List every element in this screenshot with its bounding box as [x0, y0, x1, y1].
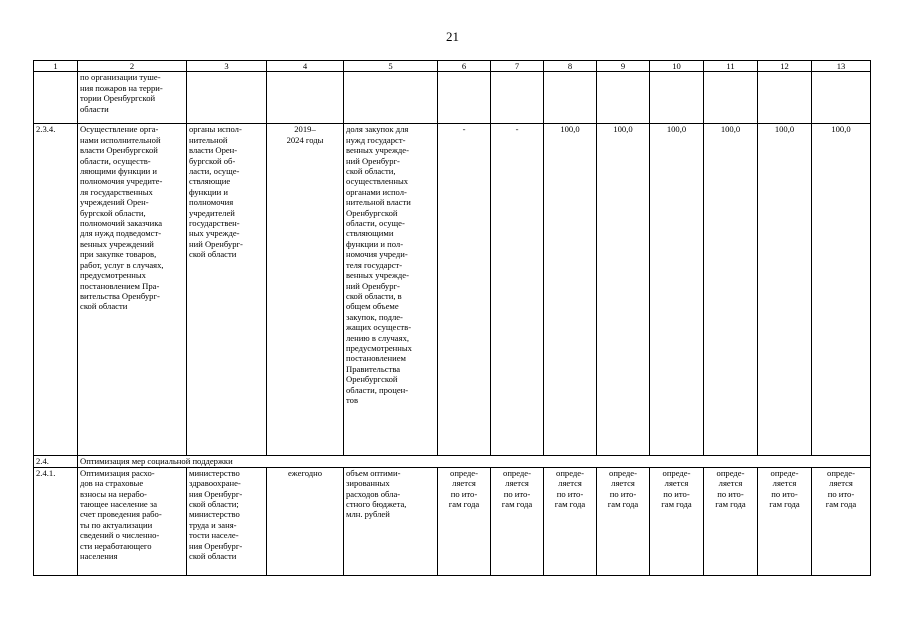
cell-value: [597, 467, 650, 575]
cell-num: 2.4.: [34, 456, 78, 467]
page-number: 21: [446, 29, 459, 44]
cell-value: -: [438, 124, 491, 456]
cell-value: [544, 467, 597, 575]
cell-value: [650, 467, 704, 575]
cell-value: [758, 467, 812, 575]
cell-indicator: [344, 72, 438, 124]
cell-value: [491, 467, 544, 575]
column-number: 3: [187, 61, 267, 72]
cell-value: [812, 467, 871, 575]
section-title: Оптимизация мер социальной поддержки: [78, 456, 871, 467]
column-number: 7: [491, 61, 544, 72]
column-number: 11: [704, 61, 758, 72]
column-number: 10: [650, 61, 704, 72]
cell-value: [491, 72, 544, 124]
table-row-2-4: [34, 456, 871, 467]
value-text: опреде- ляется по ито- гам года: [501, 467, 533, 510]
value-text: опреде- ляется по ито- гам года: [769, 467, 800, 510]
cell-value: 100,0: [650, 124, 704, 456]
cell-value: 100,0: [704, 124, 758, 456]
cell-responsible: [187, 467, 267, 575]
cell-num: 2.3.4.: [34, 124, 78, 456]
value-text: опреде- ляется по ито- гам года: [825, 467, 857, 510]
cell-value: 100,0: [597, 124, 650, 456]
cell-responsible: [187, 124, 267, 456]
cell-num: 2.4.1.: [34, 467, 78, 575]
cell-indicator: [344, 467, 438, 575]
cell-value: [544, 72, 597, 124]
period-text: 2019– 2024 годы: [286, 124, 324, 145]
column-number: 6: [438, 61, 491, 72]
column-number: 12: [758, 61, 812, 72]
cell-period: [267, 72, 344, 124]
column-number-row: [34, 61, 871, 72]
column-number: 4: [267, 61, 344, 72]
cell-responsible: [187, 72, 267, 124]
table-row-2-4-1: [34, 467, 871, 575]
column-number: 8: [544, 61, 597, 72]
cell-value: [438, 467, 491, 575]
measure-text: Оптимизация расхо- дов на страховые взносы на нерабо- тающее население за счет проведения рабо- ты по актуализации сведений о численно- сти неработающего населения: [80, 467, 162, 562]
cell-period: ежегодно: [267, 467, 344, 575]
cell-value: [704, 467, 758, 575]
column-number: 5: [344, 61, 438, 72]
column-number: 13: [812, 61, 871, 72]
column-number: 9: [597, 61, 650, 72]
column-number: 1: [34, 61, 78, 72]
cell-measure: [78, 124, 187, 456]
cell-indicator: [344, 124, 438, 456]
cell-value: [438, 72, 491, 124]
measure-text: Осуществление орга- нами исполнительной власти Оренбургской области, осуществ- ляющими функции и полномочия учредите- ля государственных учреждений Орен- бургской области, полномочий заказчика для нужд подведомст- венных учреждений при закупке товаров, работ, услуг в случаях, предусмотренных постановлением Пра- вительства Оренбург- ской области: [80, 124, 164, 312]
value-text: опреде- ляется по ито- гам года: [448, 467, 480, 510]
cell-value: [597, 72, 650, 124]
responsible-text: органы испол- нительной власти Орен- бургской об- ласти, осуще- ствляющие функции и полномочия учредителей государствен- ных учрежде- ний Оренбург- ской области: [189, 124, 243, 260]
cell-value: [812, 72, 871, 124]
table-row-2-3-4: [34, 124, 871, 456]
cell-value: 100,0: [544, 124, 597, 456]
value-text: опреде- ляется по ито- гам года: [554, 467, 586, 510]
cell-value: [704, 72, 758, 124]
cell-value: -: [491, 124, 544, 456]
value-text: опреде- ляется по ито- гам года: [607, 467, 639, 510]
cell-measure: [78, 467, 187, 575]
table-row-continuation: [34, 72, 871, 124]
cell-value: 100,0: [758, 124, 812, 456]
measure-text: по организации туше- ния пожаров на терри- тории Оренбургской области: [80, 72, 163, 114]
column-number: 2: [78, 61, 187, 72]
cell-period: [267, 124, 344, 456]
cell-measure: [78, 72, 187, 124]
cell-value: [758, 72, 812, 124]
cell-value: [650, 72, 704, 124]
cell-num: [34, 72, 78, 124]
responsible-text: министерство здравоохране- ния Оренбург- ской области; министерство труда и заня- тости населе- ния Оренбург- ской области: [189, 467, 243, 562]
value-text: опреде- ляется по ито- гам года: [661, 467, 692, 510]
indicator-text: доля закупок для нужд государст- венных учрежде- ний Оренбург- ской области, осуществленных органами испол- нительной власти Оренбургской области, осуще- ствляющими функции и пол- номочия учреди- теля государст- венных учрежде- ний Оренбург- ской области, в общем объеме закупок, подле- жащих осуществ- лению в случаях, предусмотренных постановлением Правительства Оренбургской области, процен- тов: [346, 124, 412, 405]
program-table: [33, 60, 871, 576]
value-text: опреде- ляется по ито- гам года: [715, 467, 746, 510]
indicator-text: объем оптими- зированных расходов обла- стного бюджета, млн. рублей: [346, 467, 407, 520]
cell-value: 100,0: [812, 124, 871, 456]
